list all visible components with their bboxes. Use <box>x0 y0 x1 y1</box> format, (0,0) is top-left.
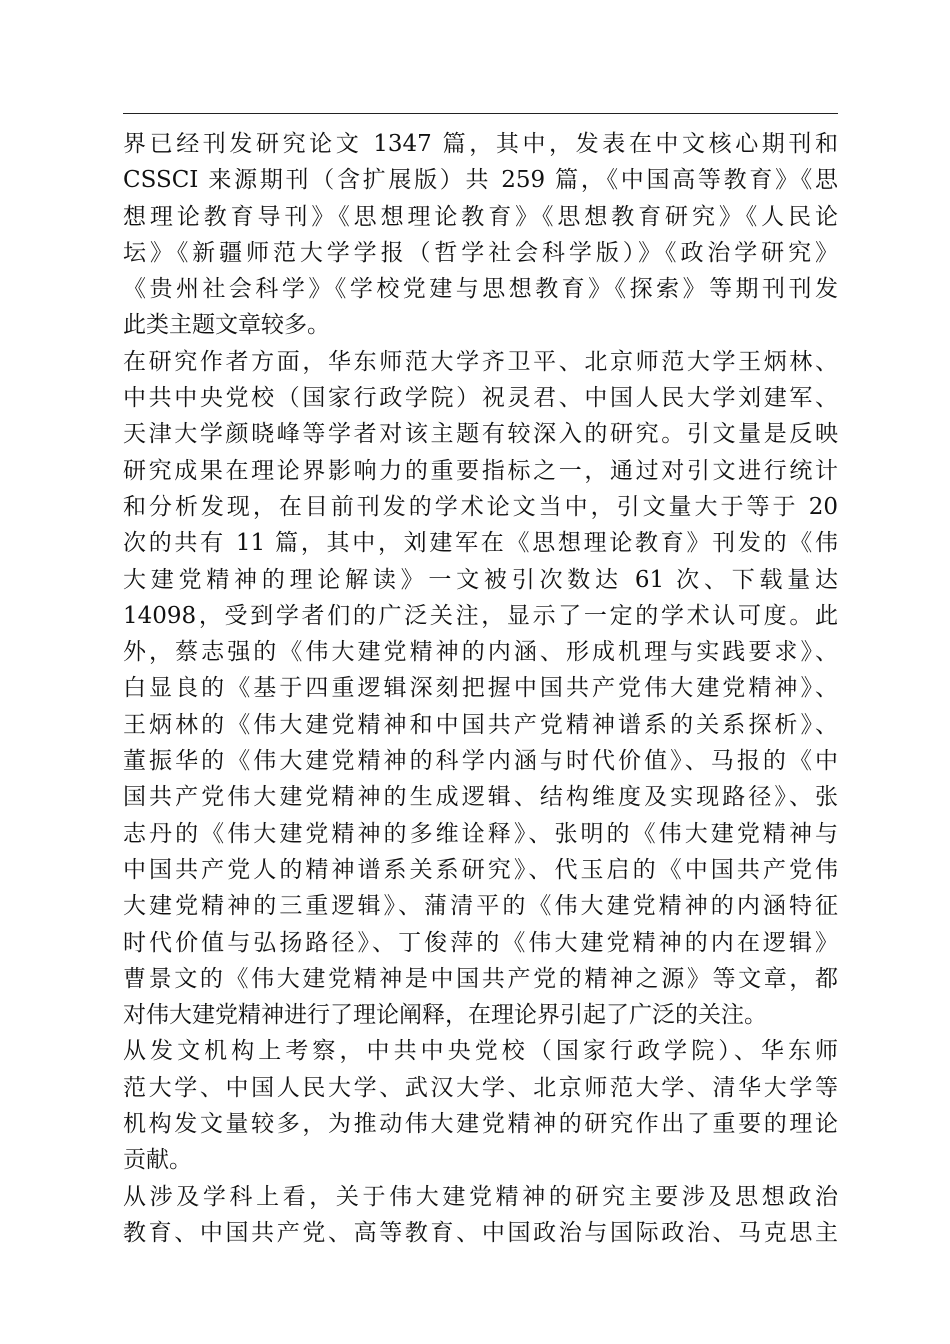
text-line: 从涉及学科上看，关于伟大建党精神的研究主要涉及思想政治 <box>123 1183 838 1210</box>
text-line: 王炳林的《伟大建党精神和中国共产党精神谱系的关系探析》、 <box>123 711 838 738</box>
text-line: 董振华的《伟大建党精神的科学内涵与时代价值》、马报的《中 <box>123 748 838 775</box>
text-line: 次的共有 11 篇，其中，刘建军在《思想理论教育》刊发的《伟 <box>123 530 838 557</box>
text-line: 天津大学颜晓峰等学者对该主题有较深入的研究。引文量是反映 <box>123 421 838 448</box>
text-line: 范大学、中国人民大学、武汉大学、北京师范大学、清华大学等 <box>123 1074 838 1101</box>
text-line: 国共产党伟大建党精神的生成逻辑、结构维度及实现路径》、张 <box>123 784 838 811</box>
text-line: 对伟大建党精神进行了理论阐释，在理论界引起了广泛的关注。 <box>123 1002 767 1029</box>
text-line: 从发文机构上考察，中共中央党校（国家行政学院）、华东师 <box>123 1038 838 1065</box>
text-line: 大建党精神的理论解读》一文被引次数达 61 次、下载量达 <box>123 566 838 593</box>
text-line: 时代价值与弘扬路径》、丁俊萍的《伟大建党精神的内在逻辑》 <box>123 929 838 956</box>
text-line: 14098，受到学者们的广泛关注，显示了一定的学术认可度。此 <box>123 602 838 629</box>
text-line: 研究成果在理论界影响力的重要指标之一，通过对引文进行统计 <box>123 457 838 484</box>
text-line: 想理论教育导刊》《思想理论教育》《思想教育研究》《人民论 <box>123 203 838 230</box>
text-line: 外，蔡志强的《伟大建党精神的内涵、形成机理与实践要求》、 <box>123 639 838 666</box>
text-line: 志丹的《伟大建党精神的多维诠释》、张明的《伟大建党精神与 <box>123 820 838 847</box>
header-rule <box>123 113 838 114</box>
text-line: 在研究作者方面，华东师范大学齐卫平、北京师范大学王炳林、 <box>123 348 838 375</box>
text-line: CSSCI 来源期刊（含扩展版）共 259 篇，《中国高等教育》《思 <box>123 167 838 194</box>
text-line: 界已经刊发研究论文 1347 篇，其中，发表在中文核心期刊和 <box>123 131 838 157</box>
text-line: 教育、中国共产党、高等教育、中国政治与国际政治、马克思主 <box>123 1219 838 1246</box>
text-line: 中共中央党校（国家行政学院）祝灵君、中国人民大学刘建军、 <box>123 385 838 412</box>
text-line: 贡献。 <box>123 1147 192 1174</box>
text-line: 白显良的《基于四重逻辑深刻把握中国共产党伟大建党精神》、 <box>123 675 838 702</box>
text-line: 此类主题文章较多。 <box>123 312 330 339</box>
text-line: 《贵州社会科学》《学校党建与思想教育》《探索》等期刊刊发 <box>123 276 838 303</box>
text-line: 机构发文量较多，为推动伟大建党精神的研究作出了重要的理论 <box>123 1111 838 1138</box>
text-line: 和分析发现，在目前刊发的学术论文当中，引文量大于等于 20 <box>123 493 838 520</box>
body-text <box>123 126 838 1251</box>
text-line: 曹景文的《伟大建党精神是中国共产党的精神之源》等文章，都 <box>123 965 838 992</box>
text-line: 中国共产党人的精神谱系关系研究》、代玉启的《中国共产党伟 <box>123 856 838 883</box>
text-line: 坛》《新疆师范大学学报（哲学社会科学版）》《政治学研究》 <box>123 239 838 266</box>
text-line: 大建党精神的三重逻辑》、蒲清平的《伟大建党精神的内涵特征 <box>123 893 838 920</box>
